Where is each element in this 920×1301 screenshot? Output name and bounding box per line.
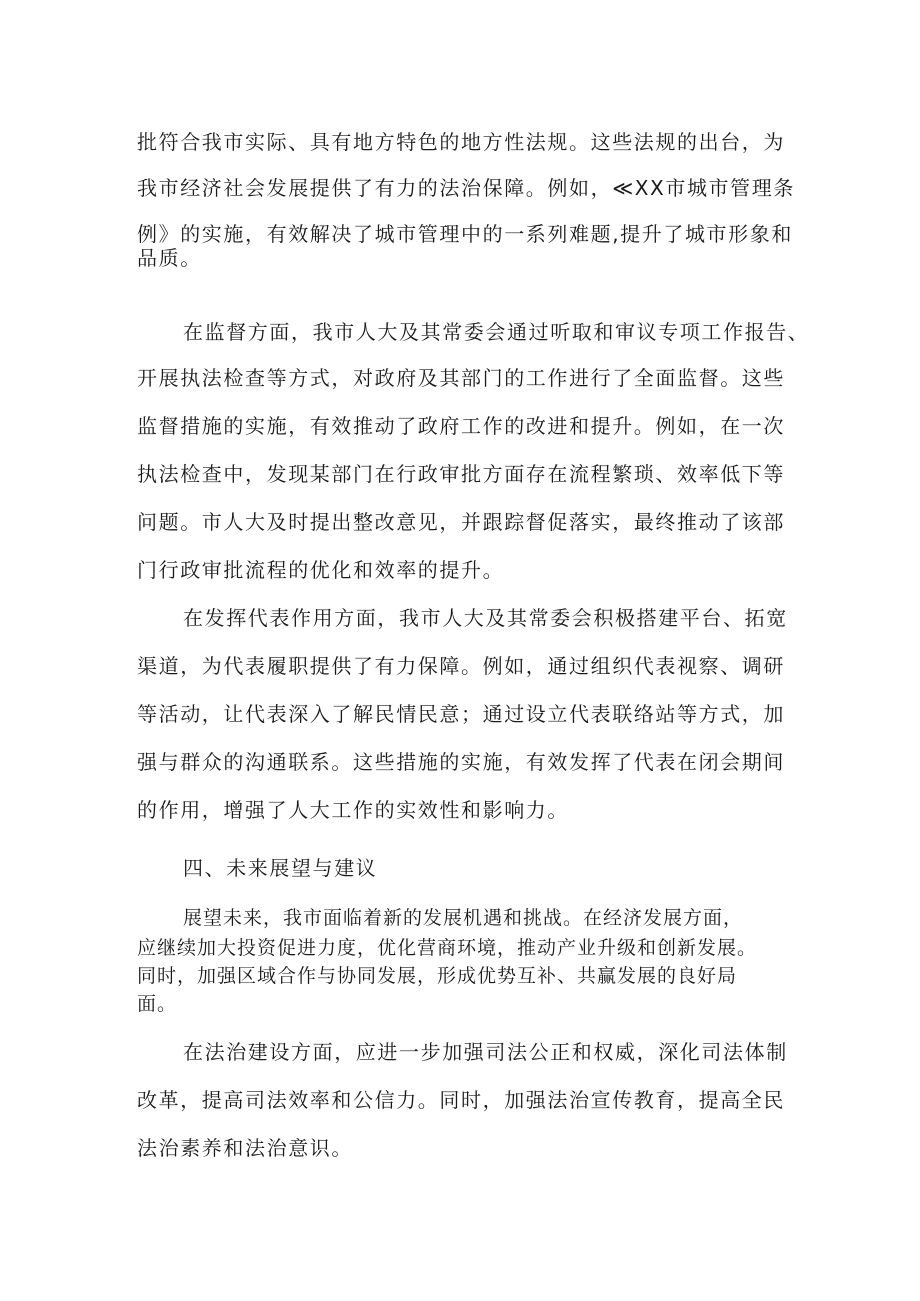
paragraph-5-line-2: 应继续加大投资促进力度，优化营商环境，推动产业升级和创新发展。 bbox=[137, 937, 758, 959]
paragraph-2-line-5: 问题。市人大及时提出整改意见，并跟踪督促落实，最终推动了该部 bbox=[137, 510, 785, 534]
paragraph-1-line-1: 批符合我市实际、具有地方特色的地方性法规。这些法规的出台，为 bbox=[137, 130, 785, 154]
paragraph-1-line-2: 我市经济社会发展提供了有力的法治保障。例如，≪XX市城市管理条 bbox=[137, 176, 795, 200]
paragraph-2-line-4: 执法检查中，发现某部门在行政审批方面存在流程繁琐、效率低下等 bbox=[137, 462, 785, 486]
paragraph-3-line-1: 在发挥代表作用方面，我市人大及其常委会积极搭建平台、拓宽 bbox=[183, 606, 788, 630]
paragraph-2-line-6: 门行政审批流程的优化和效率的提升。 bbox=[137, 558, 505, 582]
paragraph-3-line-4: 强与群众的沟通联系。这些措施的实施，有效发挥了代表在闭会期间 bbox=[137, 750, 785, 774]
paragraph-2-line-1: 在监督方面，我市人大及其常委会通过听取和审议专项工作报告、 bbox=[183, 320, 810, 344]
paragraph-2-line-3: 监督措施的实施，有效推动了政府工作的改进和提升。例如，在一次 bbox=[137, 414, 785, 438]
paragraph-2-line-2: 开展执法检查等方式，对政府及其部门的工作进行了全面监督。这些 bbox=[137, 366, 785, 390]
paragraph-6-line-1: 在法治建设方面，应进一步加强司法公正和权威，深化司法体制 bbox=[183, 1040, 788, 1064]
paragraph-5-line-3: 同时，加强区域合作与协同发展，形成优势互补、共赢发展的良好局 bbox=[137, 965, 738, 987]
paragraph-3-line-3: 等活动，让代表深入了解民情民意；通过设立代表联络站等方式，加 bbox=[137, 702, 785, 726]
paragraph-3-line-5: 的作用，增强了人大工作的实效性和影响力。 bbox=[137, 798, 569, 822]
paragraph-5-line-4: 面。 bbox=[137, 993, 178, 1015]
paragraph-6-line-3: 法治素养和法治意识。 bbox=[137, 1136, 353, 1160]
paragraph-6-line-2: 改革，提高司法效率和公信力。同时，加强法治宣传教育，提高全民 bbox=[137, 1088, 785, 1112]
paragraph-1-line-4: 品质。 bbox=[137, 246, 202, 270]
section-heading: 四、未来展望与建议 bbox=[183, 856, 378, 880]
paragraph-5-line-1: 展望未来，我市面临着新的发展机遇和挑战。在经济发展方面， bbox=[183, 907, 744, 929]
paragraph-1-line-3: 例》的实施，有效解决了城市管理中的一系列难题,提升了城市形象和 bbox=[137, 222, 793, 246]
paragraph-3-line-2: 渠道，为代表履职提供了有力保障。例如，通过组织代表视察、调研 bbox=[137, 654, 785, 678]
